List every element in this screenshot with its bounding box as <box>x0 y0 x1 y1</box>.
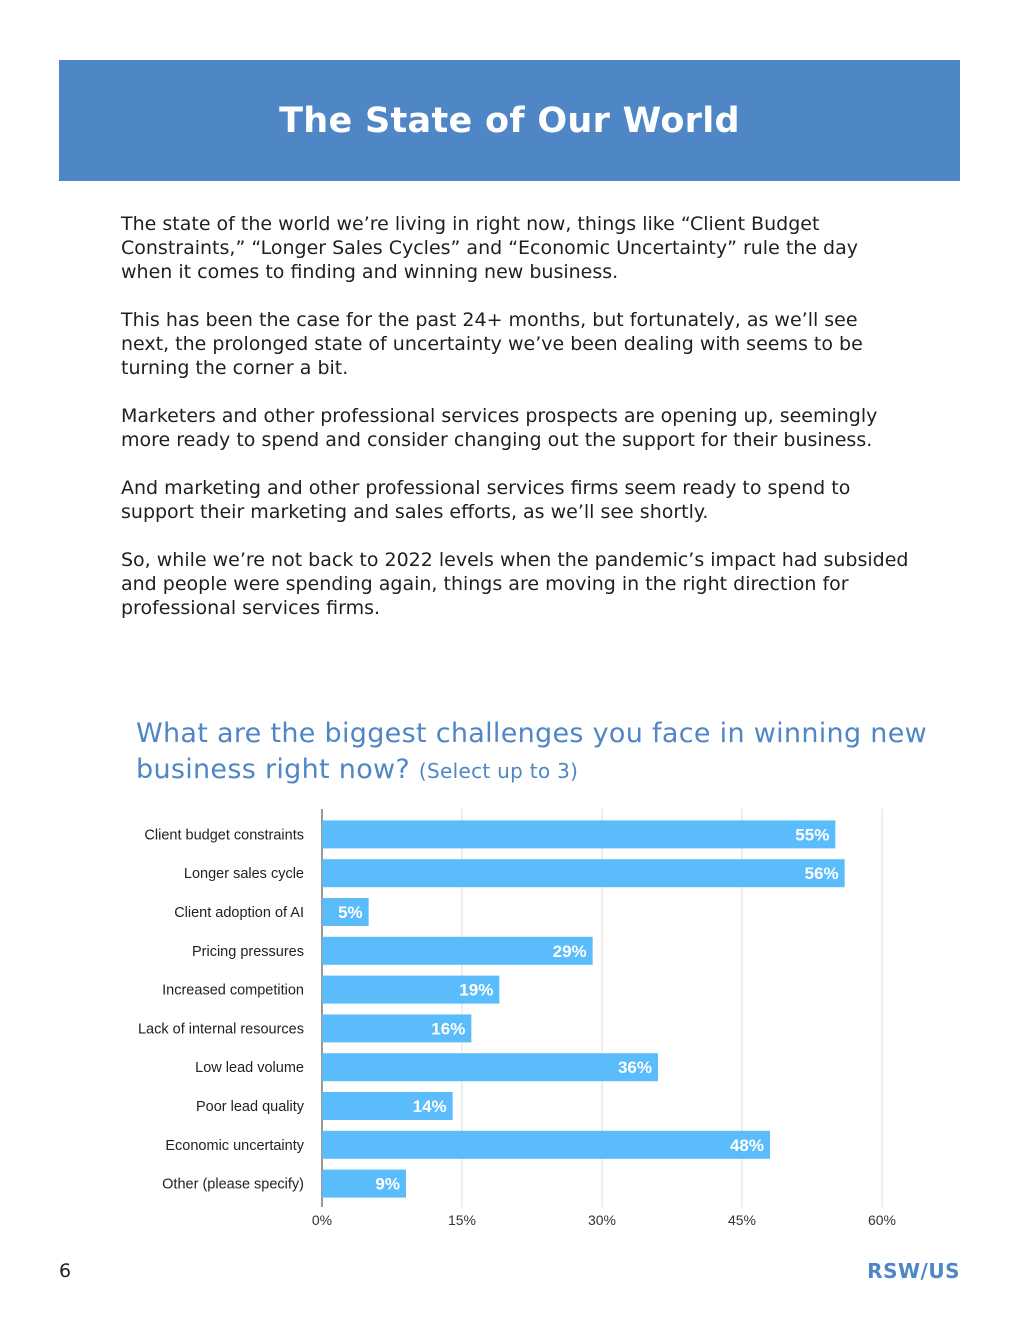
paragraph: So, while we’re not back to 2022 levels when the pandemic’s impact had subsided and people were spending again, things are moving in the right direction for professional services firms. <box>121 549 909 619</box>
category-label: Poor lead quality <box>195 1099 304 1115</box>
header-banner <box>59 60 960 181</box>
category-label: Pricing pressures <box>191 943 304 960</box>
category-label: Economic uncertainty <box>165 1137 304 1154</box>
page-number: 6 <box>59 1260 72 1282</box>
data-label: 29% <box>552 941 587 961</box>
category-label: Lack of internal resources <box>137 1021 304 1038</box>
paragraph: And marketing and other professional services firms seem ready to spend to support their marketing and sales efforts, as we’ll see shortly. <box>121 477 851 523</box>
paragraph: The state of the world we’re living in right now, things like “Client Budget Constraints,” “Longer Sales Cycles” and “Economic Uncertainty” rule the day when it comes to finding and winning new business. <box>121 213 858 283</box>
bar <box>322 859 845 887</box>
chart-question <box>136 716 936 789</box>
question-text: What are the biggest challenges you face in winning new business right now? <box>136 718 927 785</box>
x-tick-label: 30% <box>587 1212 617 1228</box>
data-label: 56% <box>804 864 839 884</box>
data-label: 5% <box>338 903 363 922</box>
bar <box>322 1053 658 1081</box>
category-label: Client budget constraints <box>144 827 304 844</box>
data-label: 36% <box>617 1058 652 1078</box>
question-note: (Select up to 3) <box>418 759 579 783</box>
paragraph: This has been the case for the past 24+ months, but fortunately, as we’ll see next, the prolonged state of uncertainty we’ve been dealing with seems to be turning the corner a bit. <box>121 309 863 379</box>
category-label: Longer sales cycle <box>183 866 304 883</box>
bar <box>322 820 835 848</box>
category-label: Client adoption of AI <box>174 905 304 921</box>
x-tick-label: 15% <box>447 1212 477 1228</box>
rswus-logo: RSW/US <box>867 1259 960 1283</box>
category-label: Increased competition <box>162 982 304 999</box>
data-label: 14% <box>412 1097 447 1116</box>
data-label: 16% <box>431 1019 466 1039</box>
data-label: 9% <box>375 1174 400 1194</box>
x-tick-label: 60% <box>867 1212 897 1228</box>
page-title: The State of Our World <box>279 100 740 141</box>
category-label: Other (please specify) <box>162 1176 304 1193</box>
paragraph: Marketers and other professional services prospects are opening up, seemingly more ready to spend and consider changing out the support for their business. <box>121 405 878 451</box>
challenges-bar-chart <box>110 805 910 1235</box>
category-label: Low lead volume <box>195 1060 304 1077</box>
x-tick-label: 45% <box>727 1212 757 1228</box>
x-tick-label: 0% <box>311 1212 333 1228</box>
bar <box>322 1131 770 1159</box>
data-label: 48% <box>729 1135 764 1155</box>
data-label: 55% <box>795 825 830 845</box>
data-label: 19% <box>459 980 494 1000</box>
body-text <box>121 212 911 644</box>
